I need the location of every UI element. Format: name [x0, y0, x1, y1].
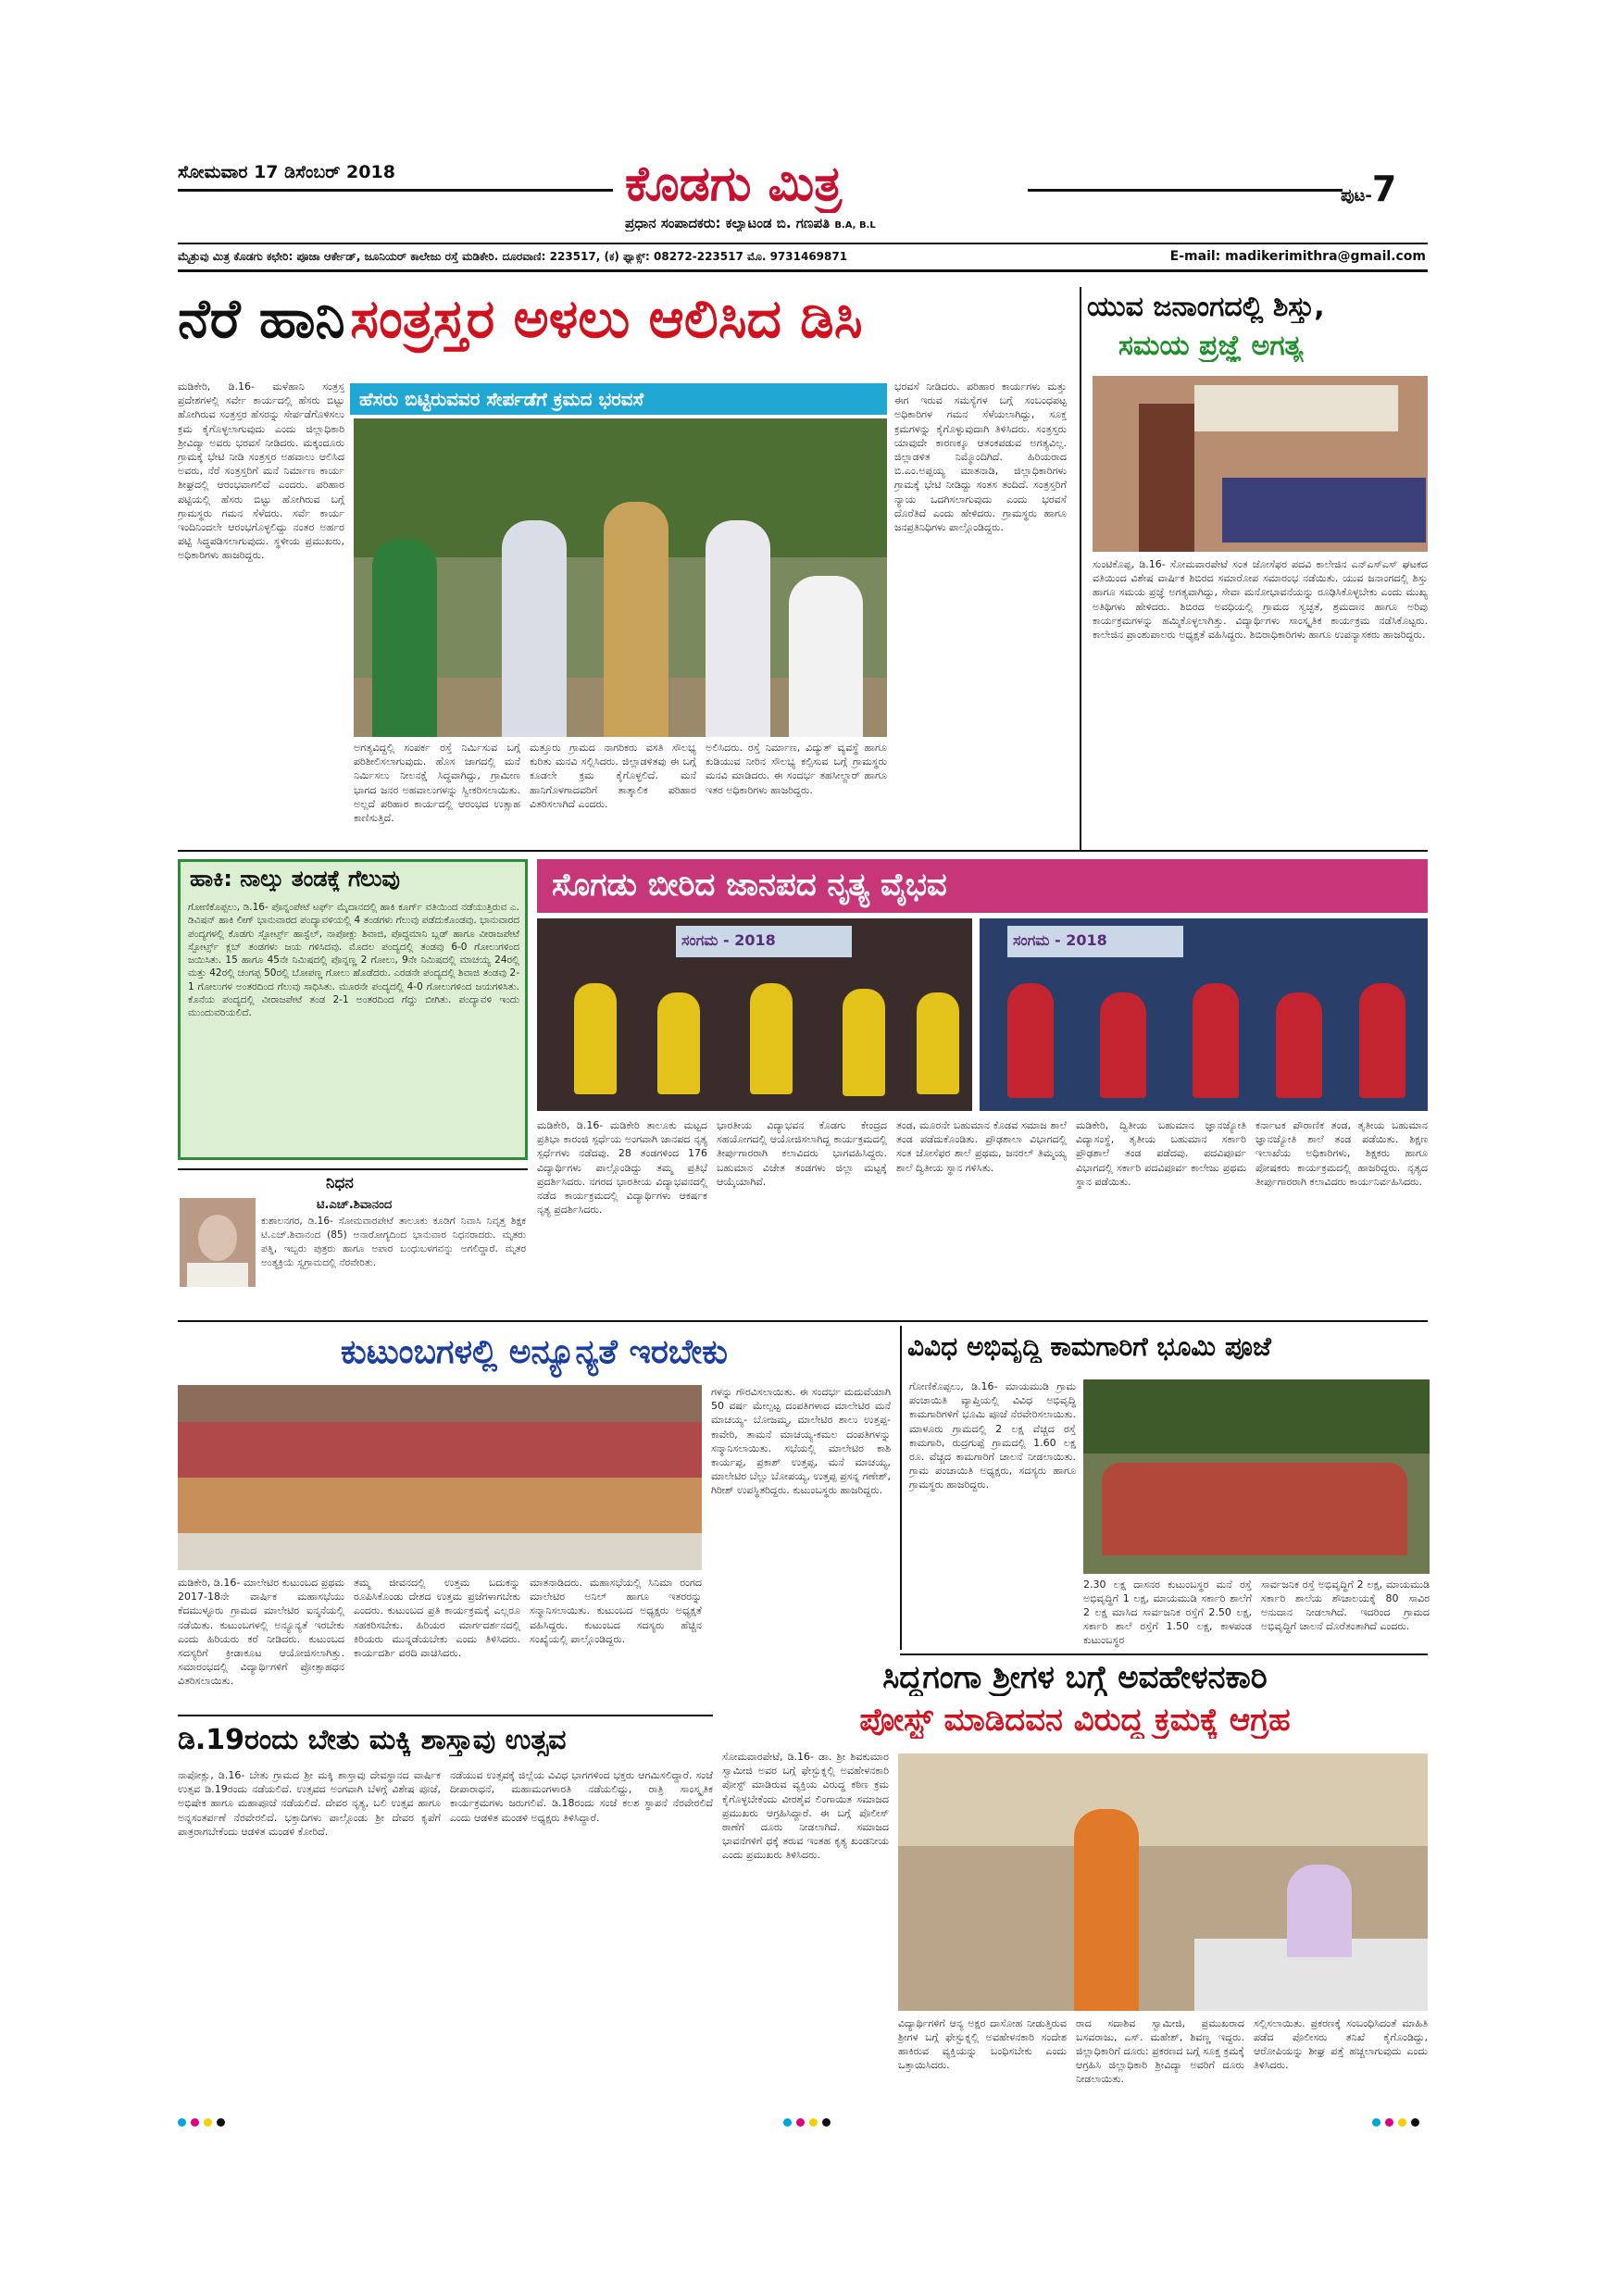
dancer-2: [657, 992, 700, 1094]
story-flood-col-right: ಭರವಸೆ ನೀಡಿದರು. ಪರಿಹಾರ ಕಾರ್ಯಗಳು ಮತ್ತು ಈಗ ಇರುವ ಸಮಸ್ಯೆಗಳ ಬಗ್ಗೆ ಸಂಬಂಧಪಟ್ಟ ಅಧಿಕಾರಿಗಳ ಗಮನ ಸೆಳೆಯಲಾಗಿದ್ದು, ಸೂಕ್ತ ಕ್ರಮಗಳನ್ನು ಕೈಗೊಳ್ಳುವುದಾಗಿ ತಿಳಿಸಿದರು. ಸಂತ್ರಸ್ತರು ಯಾವುದೇ ಕಾರಣಕ್ಕೂ ಆತಂಕಪಡುವ ಅಗತ್ಯವಿಲ್ಲ. ಜಿಲ್ಲಾಡಳಿತ ನಿಮ್ಮೊಂದಿಗಿದೆ. ಹಿರಿಯರಾದ ಬಿ.ಎಂ.ಅಪ್ಪಯ್ಯ ಮಾತನಾಡಿ, ಜಿಲ್ಲಾಧಿಕಾರಿಗಳು ಗ್ರಾಮಕ್ಕೆ ಭೇಟಿ ನೀಡಿದ್ದು ಸಂತಸ ತಂದಿದೆ. ಸಂತ್ರಸ್ತರಿಗೆ ನ್ಯಾಯ ಒದಗಿಸಲಾಗುವುದು ಎಂದು ಭರವಸೆ ದೊರೆತಿದೆ ಎಂದು ಹೇಳಿದರು. ಗ್ರಾಮಸ್ಥರು ಹಾಗೂ ಜನಪ್ರತಿನಿಧಿಗಳು ಪಾಲ್ಗೊಂಡಿದ್ದರು.: [894, 381, 1067, 534]
registration-marks-right: [1372, 2118, 1428, 2129]
editor-name: ಪ್ರಧಾನ ಸಂಪಾದಕರು: ಕಲ್ಯಾಟಂಡ ಬಿ. ಗಣಪತಿ: [625, 215, 831, 231]
reg-dot-yellow: [1398, 2118, 1406, 2127]
dance-stage-banner-right: ಸಂಗಮ - 2018: [1007, 926, 1183, 957]
story-flood-headline: [178, 287, 1067, 380]
reg-dot-yellow: [204, 2118, 212, 2127]
siddaganga-caption-1: ವಿದ್ಯಾರ್ಥಿಗಳಿಗೆ ಆನ್ಯ ಅಕ್ಷರ ದಾಸೋಹ ನೀಡುತ್ತಿರುವ ಶ್ರೀಗಳ ಬಗ್ಗೆ ಫೇಸ್ಬುಕ್ನಲ್ಲಿ ಅವಹೇಳನಕಾರಿ ಸಂದೇಶ ಹಾಕಿರುವ ವ್ಯಕ್ತಿಯನ್ನು ಬಂಧಿಸಬೇಕು ಎಂದು ಒತ್ತಾಯಿಸಿದರು.: [898, 2017, 1067, 2071]
story-siddaganga-col1: ಸೋಮವಾರಪೇಟೆ, ಡಿ.16- ಡಾ. ಶ್ರೀ ಶಿವಕುಮಾರ ಸ್ವಾಮೀಜಿ ಅವರ ಬಗ್ಗೆ ಫೇಸ್ಬುಕ್ನಲ್ಲಿ ಅವಹೇಳನಕಾರಿ ಪೋಸ್ಟ್ ಮಾಡಿರುವ ವ್ಯಕ್ತಿಯ ವಿರುದ್ಧ ಕಠಿಣ ಕ್ರಮ ಕೈಗೊಳ್ಳಬೇಕೆಂದು ವೀರಶೈವ ಲಿಂಗಾಯಿತ ಸಮಾಜದ ಪ್ರಮುಖರು ಆಗ್ರಹಿಸಿದ್ದಾರೆ. ಈ ಬಗ್ಗೆ ಪೊಲೀಸ್ ಠಾಣೆಗೆ ದೂರು ನೀಡಲಾಗಿದೆ. ಸಮಾಜದ ಭಾವನೆಗಳಿಗೆ ಧಕ್ಕೆ ತರುವ ಇಂತಹ ಕೃತ್ಯ ಖಂಡನೀಯ ಎಂದು ಪ್ರಮುಖರು ತಿಳಿಸಿದರು.: [722, 1751, 889, 1862]
dancer-1: [574, 983, 617, 1094]
address-bar: [178, 243, 1428, 272]
story-folk-col1: ಮಡಿಕೇರಿ, ಡಿ.16- ಮಡಿಕೇರಿ ತಾಲೂಕು ಮಟ್ಟದ ಪ್ರತಿಭಾ ಕಾರಂಜಿ ಸ್ಪರ್ಧೆಯ ಅಂಗವಾಗಿ ಜಾನಪದ ನೃತ್ಯ ಸ್ಪರ್ಧೆಗಳು ನಡೆದವು. 28 ತಂಡಗಳಿಂದ 176 ವಿದ್ಯಾರ್ಥಿಗಳು ಪಾಲ್ಗೊಂಡಿದ್ದು ತಮ್ಮ ಪ್ರತಿಭೆ ಪ್ರದರ್ಶಿಸಿದರು. ನಗರದ ಭಾರತೀಯ ವಿದ್ಯಾಭವನದಲ್ಲಿ ನಡೆದ ಕಾರ್ಯಕ್ರಮದಲ್ಲಿ ವಿದ್ಯಾರ್ಥಿಗಳು ಆಕರ್ಷಕ ನೃತ್ಯ ಪ್ರದರ್ಶಿಸಿದರು.: [537, 1119, 707, 1217]
story-youth: [1080, 287, 1428, 852]
masthead-title: ಕೊಡಗು ಮಿತ್ರ: [625, 156, 843, 212]
page-label: ಪುಟ-: [1341, 186, 1372, 206]
dancer-10: [1359, 983, 1405, 1098]
person-1: [372, 539, 437, 737]
group-row-middle: [178, 1478, 702, 1533]
story-folk-col5: ಕರ್ನಾಟಕ ಪೌರಾಣಿಕ ತಂಡ, ತೃತೀಯ ಬಹುಮಾನ ಜ್ಞಾನಜ್ಯೋತಿ ಶಾಲೆ ತಂಡ ಪಡೆಯಿತು. ಶಿಕ್ಷಣ ಇಲಾಖೆಯ ಅಧಿಕಾರಿಗಳು, ಶಿಕ್ಷಕರು ಹಾಗೂ ಪೋಷಕರು ಕಾರ್ಯಕ್ರಮದಲ್ಲಿ ಹಾಜರಿದ್ದರು. ನೃತ್ಯದ ತೀರ್ಪುಗಾರರಾಗಿ ಕಲಾವಿದರು ಕಾರ್ಯನಿರ್ವಹಿಸಿದರು.: [1255, 1119, 1428, 1188]
bhoomi-caption-right: ಸಾರ್ವಜನಿಕ ರಸ್ತೆ ಅಭಿವೃದ್ಧಿಗೆ 2 ಲಕ್ಷ, ಮಾಯಮುಡಿ ಸರ್ಕಾರಿ ಶಾಲೆಯ ಶೌಚಾಲಯಕ್ಕೆ 80 ಸಾವಿರ ಅನುದಾನ ನೀಡಲಾಗಿದೆ. ಇದರಿಂದ ಗ್ರಾಮದ ಅಭಿವೃದ್ಧಿಗೆ ಚಾಲನೆ ದೊರೆತಂತಾಗಿದೆ ಎಂದರು.: [1261, 1578, 1430, 1632]
dance-photo-left: [537, 918, 972, 1111]
story-festival: [178, 1715, 713, 2102]
story-bhoomi-col1: ಗೋಣಿಕೊಪ್ಪಲು, ಡಿ.16- ಮಾಯಮುಡಿ ಗ್ರಾಮ ಪಂಚಾಯಿತಿ ವ್ಯಾಪ್ತಿಯಲ್ಲಿ ವಿವಿಧ ಅಭಿವೃದ್ಧಿ ಕಾಮಗಾರಿಗಳಿಗೆ ಭೂಮಿ ಪೂಜೆ ನೆರವೇರಿಸಲಾಯಿತು. ಮಾಳೂರು ಗ್ರಾಮದಲ್ಲಿ 2 ಲಕ್ಷ ವೆಚ್ಚದ ರಸ್ತೆ ಕಾಮಗಾರಿ, ರುದ್ರಗುಪ್ಪೆ ಗ್ರಾಮದಲ್ಲಿ 1.60 ಲಕ್ಷ ರೂ. ವೆಚ್ಚದ ಕಾಮಗಾರಿಗೆ ಚಾಲನೆ ನೀಡಲಾಯಿತು. ಗ್ರಾಮ ಪಂಚಾಯಿತಿ ಅಧ್ಯಕ್ಷರು, ಸದಸ್ಯರು ಹಾಗೂ ಗ್ರಾಮಸ್ಥರು ಹಾಜರಿದ್ದರು.: [909, 1380, 1076, 1491]
dancer-3: [750, 983, 793, 1094]
registration-marks-left: [178, 2118, 233, 2129]
obituary-body: ಕುಶಾಲನಗರ, ಡಿ.16- ಸೋಮವಾರಪೇಟೆ ತಾಲೂಕು ಕೂಡಿಗೆ ನಿವಾಸಿ ನಿವೃತ್ತ ಶಿಕ್ಷಕ ಟಿ.ಎಚ್.ಶಿವಾನಂದ (85) ಅನಾರೋಗ್ಯದಿಂದ ಭಾನುವಾರ ನಿಧನರಾದರು. ಮೃತರು ಪತ್ನಿ, ಇಬ್ಬರು ಪುತ್ರರು ಹಾಗೂ ಅಪಾರ ಬಂಧುಬಳಗವನ್ನು ಅಗಲಿದ್ದಾರೆ. ಮೃತರ ಅಂತ್ಯಕ್ರಿಯೆ ಸ್ವಗ್ರಾಮದಲ್ಲಿ ನೆರವೇರಿತು.: [261, 1216, 526, 1268]
story-siddaganga-headline-1: ಸಿದ್ದಗಂಗಾ ಶ್ರೀಗಳ ಬಗ್ಗೆ ಅವಹೇಳನಕಾರಿ: [882, 1659, 1268, 1696]
story-hockey-body: ಗೋಣಿಕೊಪ್ಪಲು, ಡಿ.16- ಪೊನ್ನಂಪೇಟೆ ಟರ್ಫ್ ಮೈದಾನದಲ್ಲಿ ಹಾಕಿ ಕೂರ್ಗ್ ವತಿಯಿಂದ ನಡೆಯುತ್ತಿರುವ ಎ. ಡಿವಿಷನ್ ಹಾಕಿ ಲೀಗ್ ಭಾನುವಾರದ ಪಂದ್ಯಾವಳಿಯಲ್ಲಿ 4 ತಂಡಗಳು ಗೆಲುವು ಪಡೆದುಕೊಂಡವು. ಭಾನುವಾರದ ಪಂದ್ಯಗಳಲ್ಲಿ ಕೊಡಗು ಸ್ಪೋರ್ಟ್ಸ್ ಹಾಸ್ಟೆಲ್, ನಾಪೋಕ್ಲು ಶಿವಾಜಿ, ಪೊದ್ದಮಾನಿ ಬ್ಲಡ್ ಹಾಗೂ ವೀರಾಜಪೇಟೆ ಸ್ಪೋರ್ಟ್ಸ್ ಕ್ಲಬ್ ತಂಡಗಳು ಜಯ ಗಳಿಸಿದವು. ಮೊದಲ ಪಂದ್ಯದಲ್ಲಿ ತಂಡವು 6-0 ಗೋಲುಗಳಿಂದ ಜಯಿಸಿತು. 15 ಹಾಗೂ 45ನೇ ನಿಮಿಷದಲ್ಲಿ ಪೊನ್ನಣ್ಣ 2 ಗೋಲು, 9ನೇ ನಿಮಿಷದಲ್ಲಿ ಮಾಚಯ್ಯ 24ರಲ್ಲಿ ಮತ್ತು 42ರಲ್ಲಿ ಚಂಗಪ್ಪ 50ರಲ್ಲಿ ಬೋಪಣ್ಣ ಗೋಲು ಹೊಡೆದರು. ಎರಡನೇ ಪಂದ್ಯದಲ್ಲಿ ಶಿವಾಜಿ ತಂಡವು 2-1 ಗೋಲುಗಳ ಅಂತರದಿಂದ ಗೆಲುವು ಸಾಧಿಸಿತು. ಮೂರನೇ ಪಂದ್ಯದಲ್ಲಿ 4-0 ಗೋಲುಗಳಿಂದ ಜಯಗಳಿಸಿತು. ಕೊನೆಯ ಪಂದ್ಯದಲ್ಲಿ ವೀರಾಜಪೇಟೆ ತಂಡ 2-1 ಅಂತರದಿಂದ ಗೆದ್ದು ಬೀಗಿತು. ಪಂದ್ಯಾವಳಿ ಇಂದು ಮುಂದುವರಿಯಲಿದೆ.: [188, 902, 519, 1019]
obituary-name: ಟಿ.ಎಚ್.ಶಿವಾನಂದ: [317, 1198, 393, 1212]
address-text: ಮೈತ್ರುವು ಮಿತ್ರ ಕೊಡಗು ಕಛೇರಿ: ಪೂಜಾ ಆರ್ಕೇಡ್, ಜೂನಿಯರ್ ಕಾಲೇಜು ರಸ್ತೆ ಮಡಿಕೇರಿ. ದೂರವಾಣಿ: 223517, (ಕ) ಫ್ಯಾಕ್ಸ್: 08272-223517 ಮೊ. 9731469871: [178, 250, 848, 263]
story-family-col4: ಗಳನ್ನು ಗೌರವಿಸಲಾಯಿತು. ಈ ಸಂದರ್ಭ ಮದುವೆಯಾಗಿ 50 ವರ್ಷ ಮೇಲ್ಪಟ್ಟ ದಂಪತಿಗಳಾದ ಮಾಲೇಟಿರ ಮನೆ ಮಾಚಯ್ಯ- ಬೋಜಮ್ಮ, ಮಾಲೇಟಿರ ಶಾಲು ಉತ್ತಪ್ಪ-ಕಾವೇರಿ, ತಾಮನೆ ಮಾಚಯ್ಯ-ಕಮಲ ದಂಪತಿಗಳನ್ನು ಸನ್ಮಾನಿಸಲಾಯಿತು. ಸಭೆಯಲ್ಲಿ ಮಾಲೇಟಿರ ಕಾಶಿ ಕಾರ್ಯಪ್ಪ, ಪ್ರಕಾಶ್ ಉತ್ತಪ್ಪ, ಮನೆ ಮಾಚಯ್ಯ, ಮಾಲೇಟಿರ ಬೆಲ್ಲು ಬೋಪಯ್ಯ, ಉತ್ತಪ್ಪ ಪ್ರಸನ್ನ ಗಣೇಶ್, ಗಿರೀಶ್ ಉಪಸ್ಥಿತರಿದ್ದರು. ಕುಟುಂಬಸ್ಥರು ಹಾಜರಿದ್ದರು.: [711, 1386, 891, 1497]
bhoomi-pooja-photo: [1083, 1379, 1430, 1574]
story-family-col1: ಮಡಿಕೇರಿ, ಡಿ.16- ಮಾಲೇಟಿರ ಕುಟುಂಬದ ಪ್ರಥಮ 2017-18ನೇ ವಾರ್ಷಿಕ ಮಹಾಸಭೆಯು ಕೆದಮುಳ್ಳೂರು ಗ್ರಾಮದ ಮಾಲೇಟಿರ ಐನ್ಮನೆಯಲ್ಲಿ ನಡೆಯಿತು. ಕುಟುಂಬಗಳಲ್ಲಿ ಅನ್ಯೂನ್ಯತೆ ಇರಬೇಕು ಎಂದು ಹಿರಿಯರು ಕರೆ ನೀಡಿದರು. ಕುಟುಂಬದ ಸದಸ್ಯರಿಗೆ ಕ್ರೀಡಾಕೂಟ ಆಯೋಜಿಸಲಾಗಿತ್ತು. ಸಮಾರಂಭದಲ್ಲಿ ವಿದ್ಯಾರ್ಥಿಗಳಿಗೆ ಪ್ರೋತ್ಸಾಹಧನ ವಿತರಿಸಲಾಯಿತು.: [178, 1577, 344, 1688]
story-flood: [178, 287, 1067, 852]
story-folk-col2: ಭಾರತೀಯ ವಿದ್ಯಾಭವನ ಕೊಡಗು ಕೇಂದ್ರದ ಸಹಯೋಗದಲ್ಲಿ ಆಯೋಜಿಸಲಾಗಿದ್ದ ಕಾರ್ಯಕ್ರಮದಲ್ಲಿ ತೀರ್ಪುಗಾರರಾಗಿ ಕಲಾವಿದರು ಭಾಗವಹಿಸಿದ್ದರು. ಬಹುಮಾನ ವಿಜೇತ ತಂಡಗಳು ಜಿಲ್ಲಾ ಮಟ್ಟಕ್ಕೆ ಆಯ್ಕೆಯಾಗಿವೆ.: [717, 1119, 887, 1188]
dancer-6: [1007, 983, 1054, 1098]
bhoomi-caption-left: 2.30 ಲಕ್ಷ ದಾಸನರ ಕುಟುಂಬಸ್ಥರ ಮನೆ ರಸ್ತೆ ಅಭಿವೃದ್ಧಿಗೆ 1 ಲಕ್ಷ, ಮಾಯಮುಡಿ ಸರ್ಕಾರಿ ಶಾಲೆಗೆ 2 ಲಕ್ಷ ಮಾಸಿದ ಸಾರ್ವಜನಿಕ ರಸ್ತೆಗೆ 2.50 ಲಕ್ಷ, ಸರ್ಕಾರಿ ಶಾಲೆ ರಸ್ತೆಗೆ 1.50 ಲಕ್ಷ, ಕಾಳಪಂಡ ಕುಟುಂಬಸ್ಥರ: [1083, 1578, 1252, 1646]
person-2: [502, 520, 567, 737]
reg-dot-cyan: [783, 2118, 792, 2127]
story-festival-col2: ನಡೆಯುವ ಉತ್ಸವಕ್ಕೆ ಜಿಲ್ಲೆಯ ವಿವಿಧ ಭಾಗಗಳಿಂದ ಭಕ್ತರು ಆಗಮಿಸಲಿದ್ದಾರೆ. ಸಂಜೆ ದೀಪಾರಾಧನೆ, ಮಹಾಮಂಗಳಾರತಿ ನಡೆಯಲಿದ್ದು, ರಾತ್ರಿ ಸಾಂಸ್ಕೃತಿಕ ಕಾರ್ಯಕ್ರಮಗಳು ಜರುಗಲಿವೆ. ಡಿ.18ರಂದು ಸಂಜೆ ಕಲಶ ಸ್ಥಾಪನೆ ನೆರವೇರಲಿದೆ ಎಂದು ಆಡಳಿತ ಮಂಡಳಿ ಅಧ್ಯಕ್ಷರು ತಿಳಿಸಿದ್ದಾರೆ.: [450, 1769, 713, 1824]
reg-dot-black: [822, 2118, 831, 2127]
stage-banner: [1194, 385, 1398, 431]
dancer-7: [1100, 992, 1146, 1098]
story-family: [178, 1326, 891, 1710]
group-row-back: [178, 1422, 702, 1478]
masthead-editor: [625, 215, 1143, 231]
photo-trees: [1083, 1379, 1430, 1454]
masthead-date: ಸೋಮವಾರ 17 ಡಿಸೆಂಬರ್ 2018: [178, 162, 395, 182]
obituary: [178, 1168, 528, 1315]
page-number: 7: [1371, 168, 1397, 209]
reg-dot-cyan: [178, 2118, 186, 2127]
siddaganga-caption-2: ರಾದ ಸದಾಶಿವ ಸ್ವಾಮೀಜಿ, ಪ್ರಮುಖರಾದ ಬಸವರಾಜು, ಎಸ್. ಮಹೇಶ್, ಶಿವಣ್ಣ ಇದ್ದರು. ಜಿಲ್ಲಾಧಿಕಾರಿಗೆ ದೂರು: ಪ್ರಕರಣದ ಬಗ್ಗೆ ಸೂಕ್ತ ಕ್ರಮಕ್ಕೆ ಆಗ್ರಹಿಸಿ ಜಿಲ್ಲಾಧಿಕಾರಿ ಶ್ರೀವಿದ್ಯಾ ಅವರಿಗೆ ದೂರು ನೀಡಲಾಯಿತು.: [1076, 2017, 1244, 2085]
officer-figure: [1287, 1865, 1352, 1957]
story-youth-headline-1: ಯುವ ಜನಾಂಗದಲ್ಲಿ ಶಿಸ್ತು,: [1087, 291, 1325, 323]
story-flood-col-mid1: ಅಗತ್ಯವಿದ್ದಲ್ಲಿ ಸಂಪರ್ಕ ರಸ್ತೆ ನಿರ್ಮಿಸುವ ಬಗ್ಗೆ ಪರಿಶೀಲಿಸಲಾಗುವುದು. ಹೊಸ ಜಾಗದಲ್ಲಿ ಮನೆ ನಿರ್ಮಿಸಲು ನೀಲನಕ್ಷೆ ಸಿದ್ಧವಾಗಿದ್ದು, ಗ್ರಾಮೀಣ ಭಾಗದ ಜನರ ಅಹವಾಲುಗಳನ್ನು ಸ್ವೀಕರಿಸಲಾಯಿತು. ಅಲ್ಲದೆ ಪರಿಹಾರ ಕಾರ್ಯದಲ್ಲಿ ಆರಂಭದ ಉತ್ಸಾಹ ಕಾಣಿಸುತ್ತಿದೆ.: [354, 742, 520, 825]
person-3: [604, 502, 668, 737]
obituary-portrait: [180, 1198, 256, 1287]
story-family-col3: ಮಾತನಾಡಿದರು. ಮಹಾಸಭೆಯಲ್ಲಿ ಸಿನಿಮಾ ರಂಗದ ಮಾಲೇಟಿರ ಅನಿಲ್ ಹಾಗೂ ಇತರರನ್ನು ಸನ್ಮಾನಿಸಲಾಯಿತು. ಕುಟುಂಬದ ಅಧ್ಯಕ್ಷರು ಅಧ್ಯಕ್ಷತೆ ವಹಿಸಿದ್ದರು. ಕುಟುಂಬದ ಸದಸ್ಯರು ಹೆಚ್ಚಿನ ಸಂಖ್ಯೆಯಲ್ಲಿ ಪಾಲ್ಗೊಂಡಿದ್ದರು.: [530, 1577, 702, 1645]
story-festival-headline: ಡಿ.19ರಂದು ಬೇತು ಮಕ್ಕಿ ಶಾಸ್ತಾವು ಉತ್ಸವ: [178, 1724, 567, 1756]
photo-crowd: [1102, 1463, 1407, 1555]
story-bhoomi-headline: ವಿವಿಧ ಅಭಿವೃದ್ಧಿ ಕಾಮಗಾರಿಗೆ ಭೂಮಿ ಪೂಜೆ: [907, 1331, 1271, 1362]
story-siddaganga: [722, 1659, 1428, 2102]
reg-dot-yellow: [809, 2118, 818, 2127]
story-family-headline: ಕುಟುಂಬಗಳಲ್ಲಿ ಅನ್ಯೂನ್ಯತೆ ಇರಬೇಕು: [341, 1333, 728, 1371]
masthead-rule-left: [178, 189, 613, 192]
siddaganga-caption-3: ಸಲ್ಲಿಸಲಾಯಿತು. ಪ್ರಕರಣಕ್ಕೆ ಸಂಬಂಧಿಸಿದಂತೆ ಮಾಹಿತಿ ಪಡೆದ ಪೊಲೀಸರು ತನಿಖೆ ಕೈಗೊಂಡಿದ್ದು, ಆರೋಪಿಯನ್ನು ಶೀಘ್ರ ಪತ್ತೆ ಹಚ್ಚಲಾಗುವುದು ಎಂದು ತಿಳಿಸಿದರು.: [1254, 2017, 1428, 2071]
portrait-face: [198, 1215, 237, 1261]
dancer-4: [843, 989, 885, 1096]
divider-2: [178, 1320, 1428, 1322]
story-hockey-headline: ಹಾಕಿ: ನಾಲ್ಕು ತಂಡಕ್ಕೆ ಗೆಲುವು: [190, 866, 400, 892]
story-youth-headline-2: ಸಮಯ ಪ್ರಜ್ಞೆ ಅಗತ್ಯ: [1118, 330, 1304, 362]
photo-wall: [898, 1753, 1428, 1846]
reg-dot-cyan: [1372, 2118, 1380, 2127]
email-text: E-mail: madikerimithra@gmail.com: [1169, 249, 1426, 264]
story-festival-col1: ನಾಪೋಕ್ಲು, ಡಿ.16- ಬೇತು ಗ್ರಾಮದ ಶ್ರೀ ಮಕ್ಕಿ ಶಾಸ್ತಾವು ದೇವಸ್ಥಾನದ ವಾರ್ಷಿಕ ಉತ್ಸವ ಡಿ.19ರಂದು ನಡೆಯಲಿದೆ. ಉತ್ಸವದ ಅಂಗವಾಗಿ ಬೆಳಗ್ಗೆ ವಿಶೇಷ ಪೂಜೆ, ಅಭಿಷೇಕ ಹಾಗೂ ಮಹಾಪೂಜೆ ನಡೆಯಲಿದೆ. ದೇವರ ನೃತ್ಯ, ಬಲಿ ಉತ್ಸವ ಹಾಗೂ ಅನ್ನಸಂತರ್ಪಣೆ ನೆರವೇರಲಿದೆ. ಭಕ್ತಾದಿಗಳು ಪಾಲ್ಗೊಂಡು ಶ್ರೀ ದೇವರ ಕೃಪೆಗೆ ಪಾತ್ರರಾಗಬೇಕೆಂದು ಆಡಳಿತ ಮಂಡಳಿ ಕೋರಿದೆ.: [178, 1769, 441, 1838]
story-bhoomi-pooja: [900, 1326, 1428, 1650]
story-youth-body: ಸುಂಟಿಕೊಪ್ಪ, ಡಿ.16- ಸೋಮವಾರಪೇಟೆ ಸಂತ ಜೋಸೆಫರ ಪದವಿ ಕಾಲೇಜಿನ ಎನ್ಎಸ್ಎಸ್ ಘಟಕದ ವತಿಯಿಂದ ವಿಶೇಷ ವಾರ್ಷಿಕ ಶಿಬಿರದ ಸಮಾರೋಪ ಸಮಾರಂಭ ನಡೆಯಿತು. ಯುವ ಜನಾಂಗದಲ್ಲಿ ಶಿಸ್ತು ಹಾಗೂ ಸಮಯ ಪ್ರಜ್ಞೆ ಅಗತ್ಯವಾಗಿದ್ದು, ಸೇವಾ ಮನೋಭಾವನೆಯನ್ನು ರೂಢಿಸಿಕೊಳ್ಳಬೇಕು ಎಂದು ಮುಖ್ಯ ಅತಿಥಿಗಳು ಹೇಳಿದರು. ಶಿಬಿರದ ಅವಧಿಯಲ್ಲಿ ಗ್ರಾಮದ ಸ್ವಚ್ಛತೆ, ಶ್ರಮದಾನ ಹಾಗೂ ಅರಿವು ಕಾರ್ಯಕ್ರಮಗಳನ್ನು ಹಮ್ಮಿಕೊಳ್ಳಲಾಗಿತ್ತು. ವಿದ್ಯಾರ್ಥಿಗಳು ಸಾಂಸ್ಕೃತಿಕ ಕಾರ್ಯಕ್ರಮ ನಡೆಸಿಕೊಟ್ಟರು. ಕಾಲೇಜಿನ ಪ್ರಾಂಶುಪಾಲರು ಅಧ್ಯಕ್ಷತೆ ವಹಿಸಿದ್ದರು. ಶಿಬಿರಾಧಿಕಾರಿಗಳು ಹಾಗೂ ಉಪನ್ಯಾಸಕರು ಹಾಜರಿದ್ದರು.: [1093, 558, 1428, 642]
dance-stage-banner-left: ಸಂಗಮ - 2018: [676, 926, 852, 957]
story-flood-col-mid2: ಮತ್ತೂರು ಗ್ರಾಮದ ನಾಗರಿಕರು ವಸತಿ ಸೌಲಭ್ಯ ಕುರಿತು ಮನವಿ ಸಲ್ಲಿಸಿದರು. ಜಿಲ್ಲಾಡಳಿತವು ಈ ಬಗ್ಗೆ ಕೂಡಲೇ ಕ್ರಮ ಕೈಗೊಳ್ಳಲಿದೆ. ಮನೆ ಹಾನಿಗೊಳಗಾದವರಿಗೆ ತಾತ್ಕಾಲಿಕ ಪರಿಹಾರ ವಿತರಿಸಲಾಗಿದೆ ಎಂದರು.: [530, 742, 696, 810]
registration-marks-center: [783, 2118, 839, 2129]
editor-degree: B.A, B.L: [834, 220, 876, 231]
ns-event-photo: [1093, 376, 1428, 552]
flood-visit-photo: [354, 418, 887, 737]
person-5: [789, 576, 863, 737]
story-folk-col4: ಮಡಿಕೇರಿ, ದ್ವಿತೀಯ ಬಹುಮಾನ ಜ್ಞಾನಜ್ಯೋತಿ ವಿದ್ಯಾಸಂಸ್ಥೆ, ತೃತೀಯ ಬಹುಮಾನ ಸರ್ಕಾರಿ ಪ್ರೌಢಶಾಲೆ ತಂಡ ಪಡೆದವು. ಪದವಿಪೂರ್ವ ವಿಭಾಗದಲ್ಲಿ ಸರ್ಕಾರಿ ಪದವಿಪೂರ್ವ ಕಾಲೇಜು ಪ್ರಥಮ ಸ್ಥಾನ ಪಡೆಯಿತು.: [1076, 1119, 1246, 1188]
story-folk-dance-headline: ಸೊಗಡು ಬೀರಿದ ಜಾನಪದ ನೃತ್ಯ ವೈಭವ: [537, 859, 1428, 913]
story-siddaganga-headline-2: ಪೋಸ್ಟ್ ಮಾಡಿದವನ ವಿರುದ್ಧ ಕ್ರಮಕ್ಕೆ ಆಗ್ರಹ: [859, 1702, 1291, 1739]
masthead-rule-right: [1028, 189, 1343, 192]
podium: [1139, 404, 1194, 552]
story-flood-subhead: ಹೆಸರು ಬಿಟ್ಟಿರುವವರ ಸೇರ್ಪಡೆಗೆ ಕ್ರಮದ ಭರವಸೆ: [350, 383, 887, 415]
reg-dot-magenta: [191, 2118, 199, 2127]
divider-3: [900, 1653, 1428, 1655]
portrait-shirt: [187, 1263, 248, 1287]
story-folk-dance: [537, 859, 1428, 1315]
masthead: [0, 0, 1624, 278]
story-flood-col-mid3: ಅಲಿಸಿದರು. ರಸ್ತೆ ನಿರ್ಮಾಣ, ವಿದ್ಯುತ್ ವ್ಯವಸ್ಥೆ ಹಾಗೂ ಕುಡಿಯುವ ನೀರಿನ ಸೌಲಭ್ಯ ಕಲ್ಪಿಸುವ ಬಗ್ಗೆ ಗ್ರಾಮಸ್ಥರು ಮನವಿ ಮಾಡಿದರು. ಈ ಸಂದರ್ಭ ತಹಸೀಲ್ದಾರ್ ಹಾಗೂ ಇತರ ಅಧಿಕಾರಿಗಳು ಹಾಜರಿದ್ದರು.: [706, 742, 887, 796]
story-flood-col-left: ಮಡಿಕೇರಿ, ಡಿ.16- ಮಳೆಹಾನಿ ಸಂತ್ರಸ್ತ ಪ್ರದೇಶಗಳಲ್ಲಿ ಸರ್ವೇ ಕಾರ್ಯದಲ್ಲಿ ಹೆಸರು ಬಿಟ್ಟು ಹೋಗಿರುವ ಸಂತ್ರಸ್ತರ ಹೆಸರನ್ನು ಸೇರ್ಪಡೆಗೊಳಿಸಲು ಕ್ರಮ ಕೈಗೊಳ್ಳಲಾಗುವುದು ಎಂದು ಜಿಲ್ಲಾಧಿಕಾರಿ ಶ್ರೀವಿದ್ಯಾ ಅವರು ಭರವಸೆ ನೀಡಿದರು. ಮಕ್ಕಂದೂರು ಗ್ರಾಮಕ್ಕೆ ಭೇಟಿ ನೀಡಿ ಸಂತ್ರಸ್ತರ ಅಹವಾಲು ಆಲಿಸಿದ ಅವರು, ನೆರೆ ಸಂತ್ರಸ್ತರಿಗೆ ಮನೆ ನಿರ್ಮಾಣ ಕಾರ್ಯ ಶೀಘ್ರದಲ್ಲಿ ಆರಂಭವಾಗಲಿದೆ ಎಂದರು. ಪರಿಹಾರ ಪಟ್ಟಿಯಲ್ಲಿ ಹೆಸರು ಬಿಟ್ಟು ಹೋಗಿರುವ ಬಗ್ಗೆ ಗ್ರಾಮಸ್ಥರು ಗಮನ ಸೆಳೆದರು. ಸರ್ವೆ ಕಾರ್ಯ ಇಂದಿನಿಂದಲೇ ಆರಂಭಗೊಳ್ಳಲಿದ್ದು ನಂತರ ಅರ್ಹರ ಪಟ್ಟಿ ಸಿದ್ಧಪಡಿಸಲಾಗುವುದು. ಸ್ಥಳೀಯ ಪ್ರಮುಖರು, ಅಧಿಕಾರಿಗಳು ಹಾಜರಿದ್ದರು.: [178, 381, 344, 562]
reg-dot-magenta: [796, 2118, 805, 2127]
story-folk-col3: ತಂಡ, ಮೂರನೇ ಬಹುಮಾನ ಕೊಡವ ಸಮಾಜ ಶಾಲೆ ತಂಡ ಪಡೆದುಕೊಂಡಿತು. ಪ್ರೌಢಶಾಲಾ ವಿಭಾಗದಲ್ಲಿ ಸಂತ ಜೋಸೆಫರ ಶಾಲೆ ಪ್ರಥಮ, ಜನರಲ್ ತಿಮ್ಮಯ್ಯ ಶಾಲೆ ದ್ವಿತೀಯ ಸ್ಥಾನ ಗಳಿಸಿತು.: [896, 1119, 1067, 1174]
divider-1: [178, 850, 1428, 852]
headline-black: ನೆರೆ ಹಾನಿ: [178, 287, 345, 350]
guest-table: [1222, 478, 1426, 543]
page-number-box: [1341, 168, 1415, 209]
family-group-photo: [178, 1385, 702, 1570]
obituary-title: ನಿಧನ: [326, 1174, 354, 1192]
dance-photo-right: [980, 918, 1428, 1111]
reg-dot-black: [1411, 2118, 1419, 2127]
swamiji-figure: [1074, 1809, 1139, 2011]
reg-dot-magenta: [1385, 2118, 1393, 2127]
reg-dot-black: [217, 2118, 225, 2127]
person-4: [706, 520, 770, 737]
siddaganga-photo: [898, 1753, 1428, 2011]
story-hockey: [178, 859, 528, 1160]
dancer-9: [1276, 992, 1322, 1098]
headline-red: ಸಂತ್ರಸ್ತರ ಅಳಲು ಆಲಿಸಿದ ಡಿಸಿ: [350, 287, 863, 350]
dancer-5: [917, 992, 959, 1094]
dancer-8: [1193, 983, 1239, 1098]
group-row-front: [178, 1533, 702, 1570]
story-family-col2: ತಮ್ಮ ಜೀವನದಲ್ಲಿ ಉತ್ತಮ ಬದುಕನ್ನು ರೂಪಿಸಿಕೊಂಡು ದೇಶದ ಉತ್ತಮ ಪ್ರಜೆಗಳಾಗಬೇಕು ಎಂದರು. ಕುಟುಂಬದ ಪ್ರತಿ ಕಾರ್ಯಕ್ರಮಕ್ಕೆ ಎಲ್ಲರೂ ಸಹಕರಿಸಬೇಕು. ಹಿರಿಯರ ಮಾರ್ಗದರ್ಶನದಲ್ಲಿ ಕಿರಿಯರು ಮುನ್ನಡೆಯಬೇಕು ಎಂದು ತಿಳಿಸಿದರು. ಕಾರ್ಯದರ್ಶಿ ವರದಿ ವಾಚಿಸಿದರು.: [354, 1577, 520, 1660]
